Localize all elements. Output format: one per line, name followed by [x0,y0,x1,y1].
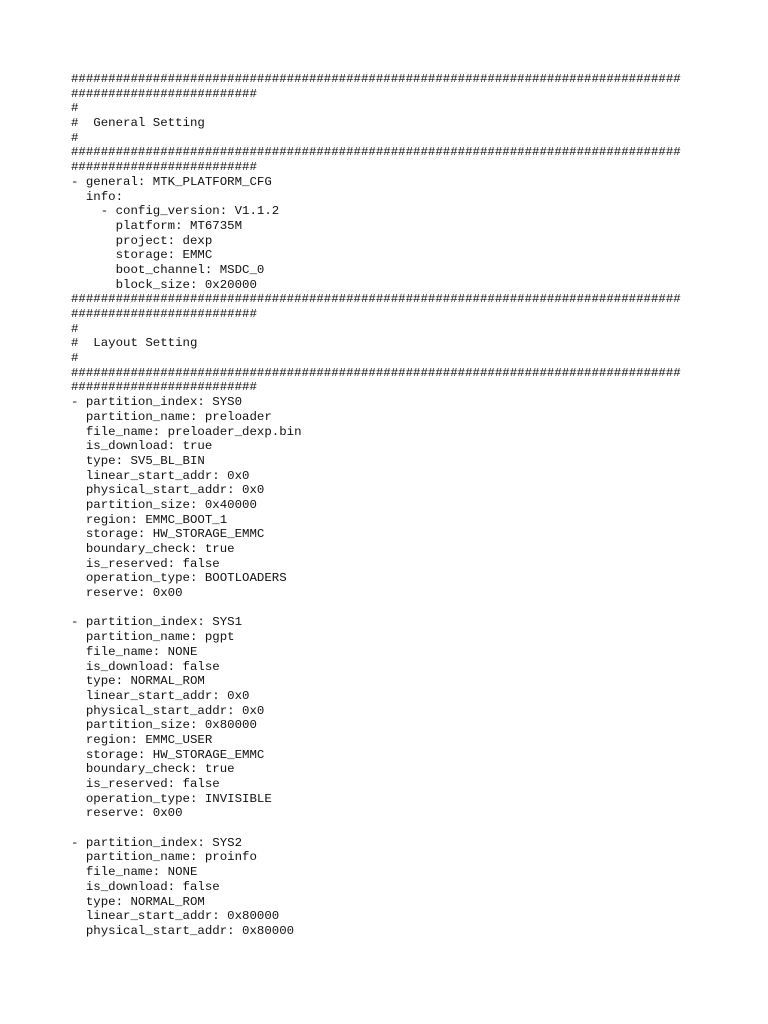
text-line [71,821,681,836]
text-line: file_name: preloader_dexp.bin [71,424,302,439]
text-line: partition_size: 0x80000 [71,718,257,733]
text-line: # [71,101,79,116]
text-line: linear_start_addr: 0x0 [71,688,250,703]
scatter-file-text [71,72,681,939]
text-line: type: SV5_BL_BIN [71,453,205,468]
text-line: file_name: NONE [71,644,198,659]
text-line: storage: HW_STORAGE_EMMC [71,527,265,542]
text-line: boundary_check: true [71,542,235,556]
text-line: file_name: NONE [71,865,198,880]
text-line: block_size: 0x20000 [71,277,257,292]
text-line: - partition_index: SYS1 [71,615,243,630]
text-line: type: NORMAL_ROM [71,674,205,689]
text-line: region: EMMC_USER [71,732,213,747]
text-line: # [71,351,79,366]
text-line: info: [71,189,124,204]
text-line: reserve: 0x00 [71,586,183,601]
text-line: is_reserved: false [71,556,220,571]
text-line: platform: MT6735M [71,218,243,233]
text-line: operation_type: BOOTLOADERS [71,571,287,586]
text-line: partition_name: pgpt [71,630,235,645]
text-line: reserve: 0x00 [71,806,183,821]
text-line: boot_channel: MSDC_0 [71,262,265,277]
text-line: partition_size: 0x40000 [71,497,257,512]
text-line: - general: MTK_PLATFORM_CFG [71,174,272,189]
text-line: is_download: true [71,439,213,454]
text-line: - config_version: V1.1.2 [71,204,280,219]
text-line: physical_start_addr: 0x0 [71,483,265,498]
text-line: linear_start_addr: 0x80000 [71,909,280,924]
text-line: ################################################################################## [71,292,681,307]
text-line: ######################### [71,160,257,175]
text-line: - partition_index: SYS2 [71,835,243,850]
text-line: is_download: false [71,879,220,894]
text-line: ######################### [71,86,257,101]
text-line: # [71,321,79,336]
text-line: ################################################################################## [71,145,681,160]
text-line: # [71,130,79,145]
text-line: ######################### [71,380,257,395]
text-line: ################################################################################## [71,365,681,380]
text-line: is_download: false [71,659,220,674]
text-line: partition_name: proinfo [71,850,257,865]
text-line: # Layout Setting [71,336,198,351]
text-line: partition_name: preloader [71,409,272,424]
text-line: type: NORMAL_ROM [71,894,205,909]
text-line: physical_start_addr: 0x0 [71,703,265,718]
text-line: ################################################################################## [71,72,681,86]
text-line: storage: EMMC [71,248,213,263]
text-line: region: EMMC_BOOT_1 [71,512,228,527]
text-line: boundary_check: true [71,762,235,777]
text-line: ######################### [71,307,257,321]
text-line: project: dexp [71,233,213,248]
text-line: storage: HW_STORAGE_EMMC [71,747,265,762]
text-line: is_reserved: false [71,777,220,791]
text-line: # General Setting [71,116,205,131]
text-line: physical_start_addr: 0x80000 [71,923,295,938]
text-line: operation_type: INVISIBLE [71,791,272,806]
text-line: - partition_index: SYS0 [71,395,243,410]
text-line [71,601,681,616]
text-line: linear_start_addr: 0x0 [71,468,250,483]
